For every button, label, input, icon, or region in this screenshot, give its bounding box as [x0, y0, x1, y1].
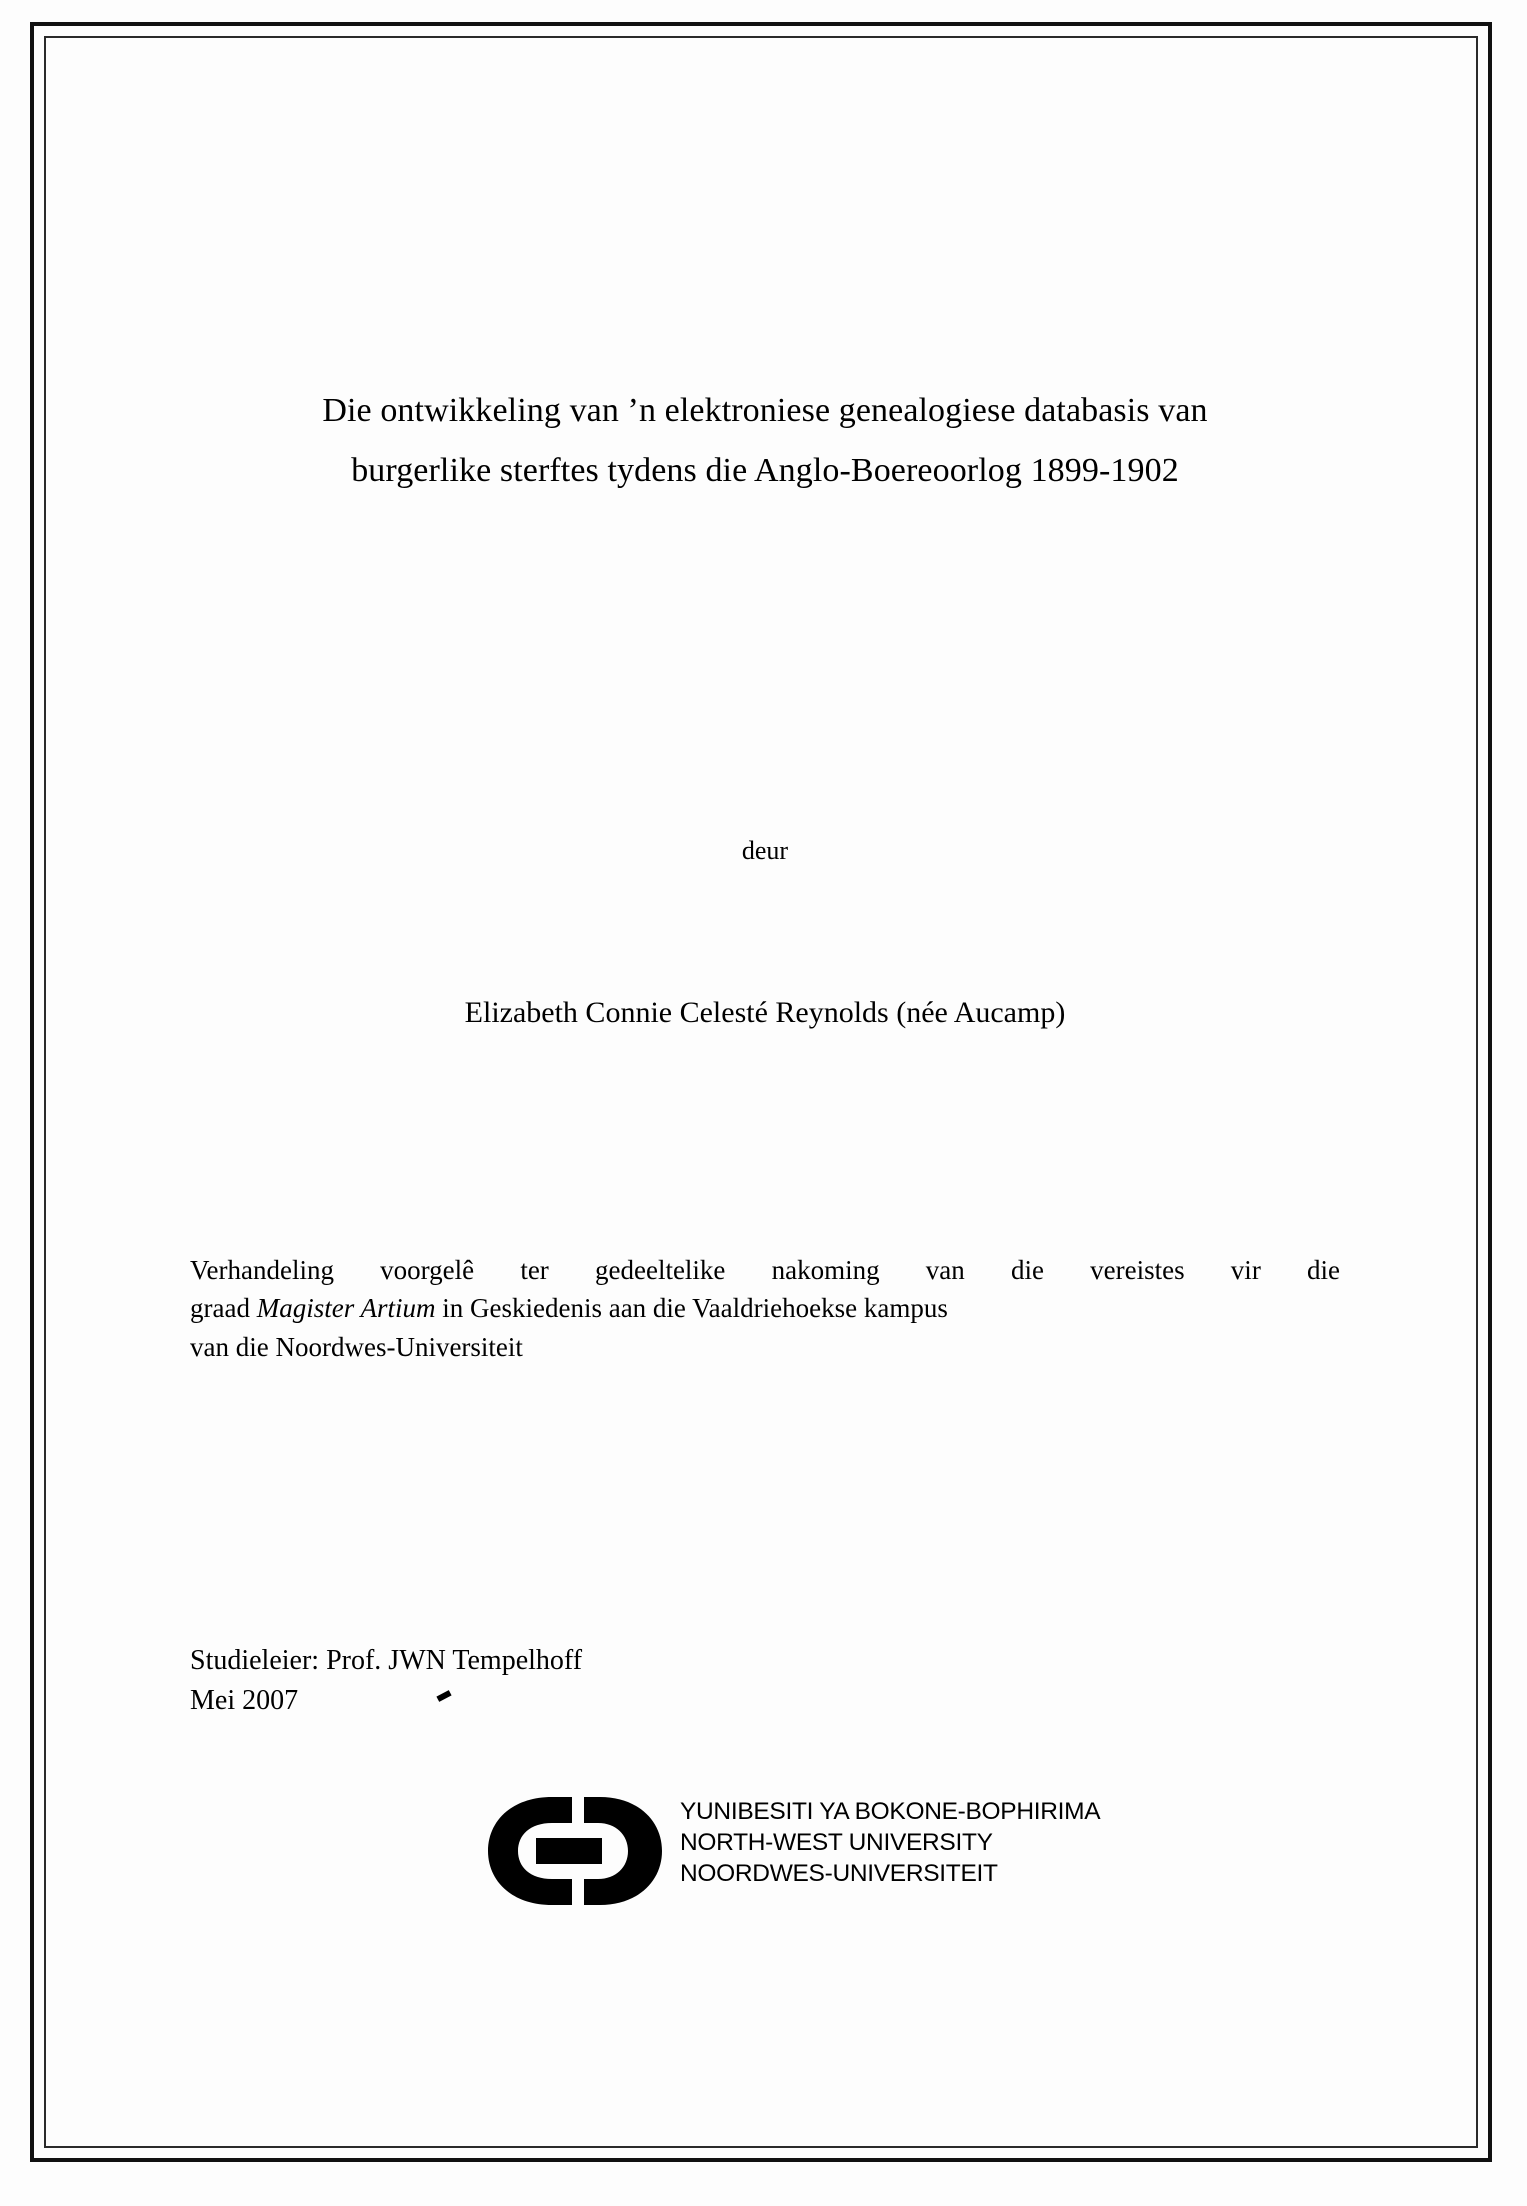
document-title	[180, 381, 1350, 500]
degree-line-2-prefix: graad	[190, 1293, 257, 1324]
degree-line-3: van die Noordwes-Universiteit	[190, 1331, 523, 1362]
nwu-logo-icon	[480, 1791, 670, 1911]
logo-line-2: NORTH-WEST UNIVERSITY	[680, 1828, 993, 1856]
supervisor-line: Studieleier: Prof. JWN Tempelhoff	[190, 1645, 583, 1676]
supervisor-and-date	[190, 1641, 1190, 1721]
title-line-1: Die ontwikkeling van ’n elektroniese genealogiese databasis van	[322, 392, 1208, 429]
degree-line-2	[190, 1289, 1340, 1327]
page-content	[150, 36, 1380, 2148]
by-label: deur	[741, 836, 789, 865]
logo-line-1: YUNIBESITI YA BOKONE-BOPHIRIMA	[680, 1798, 1101, 1825]
author-name: Elizabeth Connie Celesté Reynolds (née Aucamp)	[464, 996, 1066, 1029]
degree-name-italic: Magister Artium	[256, 1293, 436, 1324]
logo-text-block	[680, 1797, 1100, 1890]
degree-line-2-suffix: in Geskiedenis aan die Vaaldriehoekse kampus	[435, 1293, 948, 1324]
degree-line-1: Verhandeling voorgelê ter gedeeltelike nakoming van die vereistes vir die	[190, 1255, 1340, 1285]
degree-statement	[190, 1251, 1340, 1366]
logo-line-3: NOORDWES-UNIVERSITEIT	[680, 1859, 998, 1887]
university-logo	[480, 1791, 1200, 1921]
date-line: Mei 2007	[190, 1684, 299, 1716]
title-line-2: burgerlike sterftes tydens die Anglo-Boereoorlog 1899-1902	[351, 451, 1179, 489]
